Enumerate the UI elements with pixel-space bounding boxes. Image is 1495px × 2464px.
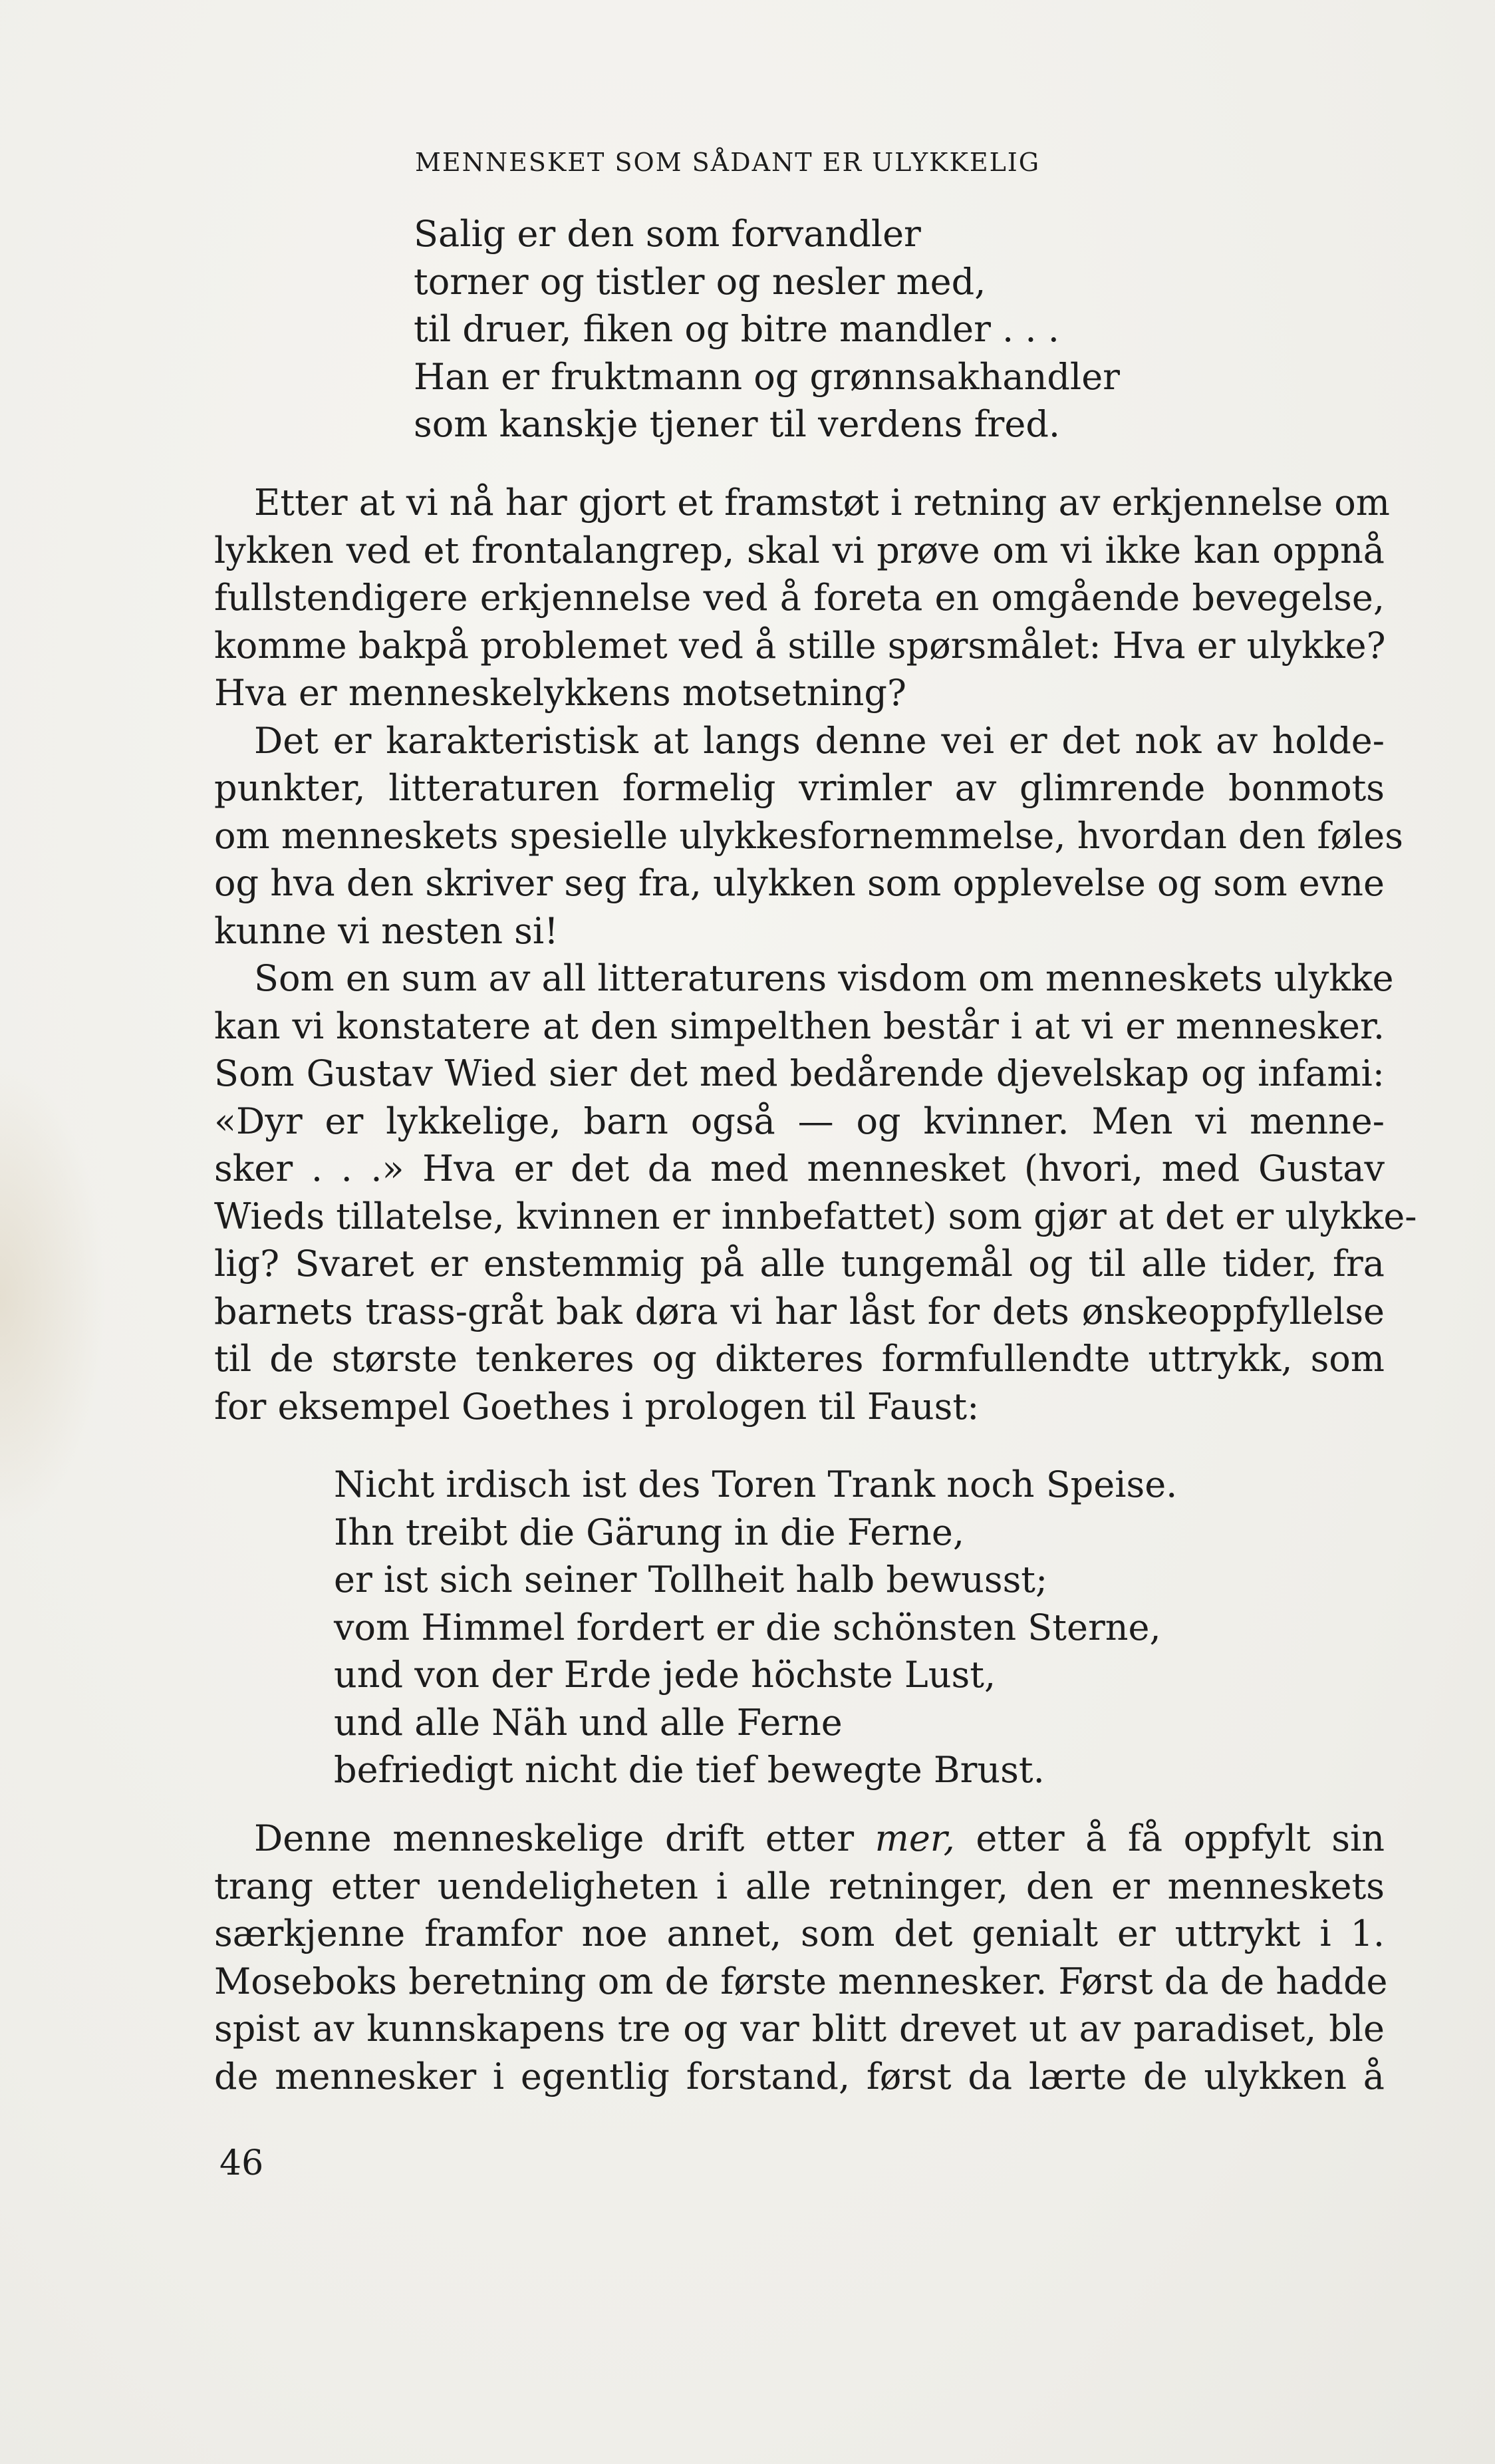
verse-line: Nicht irdisch ist des Toren Trank noch Speise. xyxy=(334,1463,1178,1505)
verse-line: vom Himmel fordert er die schönsten Sterne, xyxy=(334,1606,1161,1648)
page-number: 46 xyxy=(219,2143,264,2183)
text-line: og hva den skriver seg fra, ulykken som opplevelse og som evne xyxy=(214,862,1385,904)
text-line: lykken ved et frontalangrep, skal vi prøve om vi ikke kan oppnå xyxy=(214,529,1385,571)
verse-line: til druer, fiken og bitre mandler . . . xyxy=(414,308,1059,350)
text-line: komme bakpå problemet ved å stille spørsmålet: Hva er ulykke? xyxy=(214,624,1386,667)
opening-verse xyxy=(414,210,1120,448)
text-line: Hva er menneskelykkens motsetning? xyxy=(214,672,906,714)
text-line: til de største tenkeres og dikteres formfullendte uttrykk, som xyxy=(214,1338,1385,1380)
verse-line: torner og tistler og nesler med, xyxy=(414,260,986,303)
text-line xyxy=(214,1815,1385,1863)
text-run: Denne menneskelige drift etter xyxy=(254,1817,875,1859)
running-head: MENNESKET SOM SÅDANT ER ULYKKELIG xyxy=(415,148,1041,177)
text-line: for eksempel Goethes i prologen til Faust: xyxy=(214,1385,980,1428)
text-line: Etter at vi nå har gjort et framstøt i retning av erkjennelse om xyxy=(254,482,1391,524)
text-line: «Dyr er lykkelige, barn også — og kvinner. Men vi menne- xyxy=(214,1100,1385,1142)
text-line: kunne vi nesten si! xyxy=(214,909,559,952)
text-line: barnets trass-gråt bak døra vi har låst for dets ønskeoppfyllelse xyxy=(214,1290,1385,1332)
verse-line: Salig er den som forvandler xyxy=(414,213,921,255)
body-text-block-1 xyxy=(214,479,1417,1430)
faust-quote xyxy=(334,1461,1177,1794)
verse-line: und von der Erde jede höchste Lust, xyxy=(334,1654,996,1696)
text-line: sker . . .» Hva er det da med mennesket (hvori, med Gustav xyxy=(214,1148,1385,1189)
verse-line: und alle Näh und alle Ferne xyxy=(334,1701,843,1744)
text-line: Som Gustav Wied sier det med bedårende djevelskap og infami: xyxy=(214,1052,1385,1094)
verse-line: Ihn treibt die Gärung in die Ferne, xyxy=(334,1511,964,1553)
text-line: punkter, litteraturen formelig vrimler av glimrende bonmots xyxy=(214,767,1385,809)
text-line: fullstendigere erkjennelse ved å foreta en omgående bevegelse, xyxy=(214,577,1385,619)
text-line: lig? Svaret er enstemmig på alle tungemål og til alle tider, fra xyxy=(214,1243,1385,1285)
text-line: Det er karakteristisk at langs denne vei er det nok av holde- xyxy=(254,719,1385,762)
text-line: Wieds tillatelse, kvinnen er innbefattet) som gjør at det er ulykke- xyxy=(214,1195,1417,1237)
paper-stain xyxy=(0,1064,106,1530)
text-line: kan vi konstatere at den simpelthen består i at vi er mennesker. xyxy=(214,1004,1385,1047)
text-line: særkjenne framfor noe annet, som det genialt er uttrykt i 1. xyxy=(214,1913,1385,1954)
verse-line: befriedigt nicht die tief bewegte Brust. xyxy=(334,1749,1045,1791)
text-line: de mennesker i egentlig forstand, først da lærte de ulykken å xyxy=(214,2055,1385,2097)
text-line: Som en sum av all litteraturens visdom om menneskets ulykke xyxy=(254,957,1394,999)
verse-line: Han er fruktmann og grønnsakhandler xyxy=(414,355,1120,398)
text-line: Moseboks beretning om de første mennesker. Først da de hadde xyxy=(214,1960,1388,2002)
verse-line: som kanskje tjener til verdens fred. xyxy=(414,403,1061,445)
text-run: etter å få oppfylt sin xyxy=(954,1817,1385,1859)
body-text-block-2 xyxy=(214,1815,1388,2100)
verse-line: er ist sich seiner Tollheit halb bewusst; xyxy=(334,1559,1048,1601)
text-line: om menneskets spesielle ulykkesfornemmelse, hvordan den føles xyxy=(214,814,1403,857)
text-line: trang etter uendeligheten i alle retninger, den er menneskets xyxy=(214,1865,1385,1907)
emphasis-mer: mer, xyxy=(875,1817,955,1859)
text-line: spist av kunnskapens tre og var blitt drevet ut av paradiset, ble xyxy=(214,2008,1385,2050)
